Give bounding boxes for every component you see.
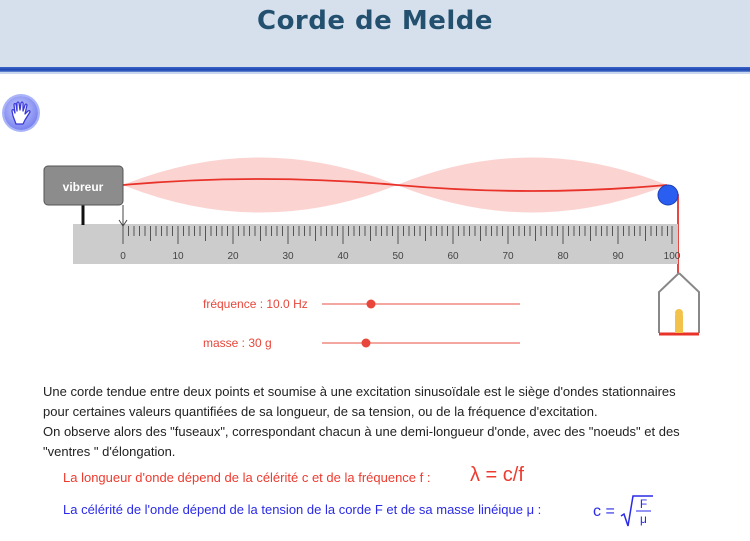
svg-text:70: 70 [502, 251, 514, 262]
pulley [658, 185, 678, 205]
description [43, 382, 743, 462]
svg-text:20: 20 [227, 251, 239, 262]
description-line: On observe alors des "fuseaux", correspondant chacun à une demi-longueur d'onde, avec des "noeuds" et des [43, 424, 680, 439]
svg-text:60: 60 [447, 251, 459, 262]
description-line: pour certaines valeurs quantifiées de sa longueur, de sa tension, ou de la fréquence d'excitation. [43, 404, 598, 419]
description-line: Une corde tendue entre deux points et soumise à une excitation sinusoïdale est le siège d'ondes stationnaires [43, 384, 676, 399]
svg-text:80: 80 [557, 251, 569, 262]
svg-text:50: 50 [392, 251, 404, 262]
svg-text:90: 90 [612, 251, 624, 262]
mass-label: masse : 30 g [203, 336, 272, 350]
celerity-text: La célérité de l'onde dépend de la tension de la corde F et de sa masse linéique μ : [63, 502, 542, 517]
mass-slider[interactable] [318, 335, 524, 351]
svg-text:40: 40 [337, 251, 349, 262]
svg-text:30: 30 [282, 251, 294, 262]
celerity-formula [593, 494, 653, 528]
sqrt-icon [619, 494, 653, 528]
svg-text:μ: μ [640, 512, 648, 526]
svg-text:10: 10 [172, 251, 184, 262]
envelope-fuseau-2 [397, 158, 667, 213]
description-line: "ventres " d'élongation. [43, 444, 176, 459]
envelope-fuseau-1 [123, 158, 397, 213]
svg-text:F: F [640, 497, 648, 511]
frequency-label: fréquence : 10.0 Hz [203, 297, 308, 311]
svg-text:100: 100 [663, 251, 681, 262]
svg-text:0: 0 [120, 251, 126, 262]
page-title: Corde de Melde [256, 6, 494, 36]
weight [675, 315, 683, 333]
wavelength-text: La longueur d'onde dépend de la célérité c et de la fréquence f : [63, 470, 431, 485]
wavelength-formula: λ = c/f [470, 464, 524, 486]
frequency-slider[interactable] [318, 296, 524, 312]
celerity-lhs: c = [593, 503, 615, 520]
vibrator-label: vibreur [62, 180, 104, 194]
